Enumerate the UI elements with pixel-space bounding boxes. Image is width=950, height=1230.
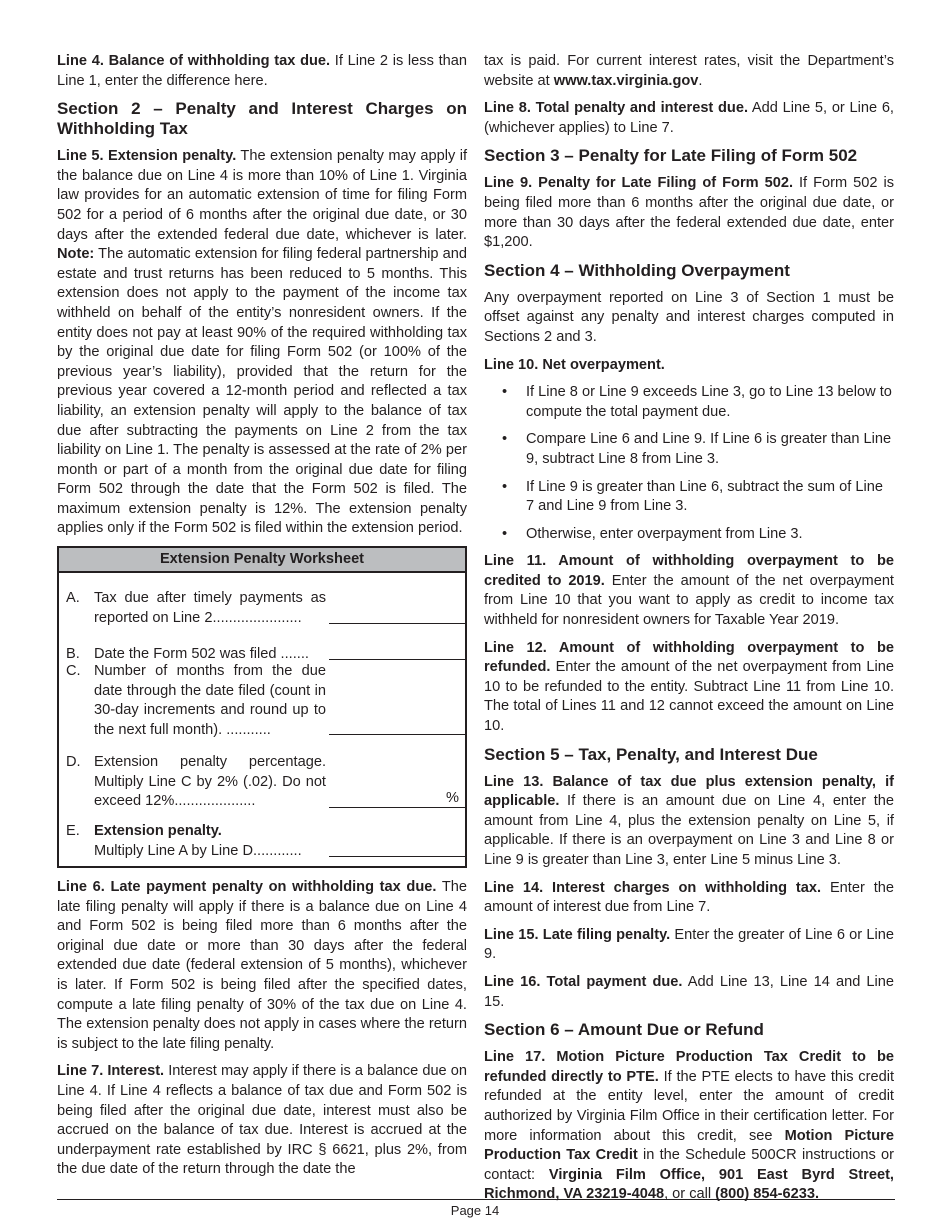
text: Section 2 – Penalty and Interest Charges on Withholding Tax [57, 99, 467, 139]
text: Section 4 – Withholding Overpayment [484, 260, 790, 280]
paragraph [484, 289, 894, 348]
text: The late filing penalty will apply if there is a balance due on Line 4 and Form 502 is being filed more than 6 months after the original due date or more than 30 days after the federal extended due date (federal extension of 5 months), whichever is later. If Form 502 is being filed after the specified dates, compute a late filing penalty of 30% of the tax due on Line 4. The extension penalty does not apply in cases where the return is subject to the late filing penalty. [57, 879, 467, 1052]
section-heading [484, 745, 894, 765]
bold-text: Line 12. Amount of withholding overpayment to be refunded. [484, 639, 894, 676]
text: Add Line 5, or Line 6, (whichever applies) to Line 7. [484, 100, 894, 136]
bullet-item: • Compare Line 6 and Line 9. If Line 6 is greater than Line 9, subtract Line 8 from Line 3. [502, 430, 894, 469]
paragraph [484, 356, 894, 376]
bold-text: Note: [57, 246, 95, 263]
bold-text: Line 11. Amount of withholding overpayment to be credited to 2019. [484, 553, 894, 589]
bold-text: Motion Picture Production Tax Credit [484, 1127, 894, 1164]
bold-text: Line 14. Interest charges on withholding tax. [484, 879, 822, 896]
worksheet-row-e [59, 822, 465, 862]
footer-divider [57, 1199, 895, 1200]
text: Enter the amount of the net overpayment from Line 10 that you want to apply as credit to income tax withheld for nonresident owners for Taxable Year 2019. [484, 572, 894, 629]
worksheet-row-d [59, 753, 465, 813]
paragraph [484, 52, 894, 91]
paragraph [484, 552, 894, 630]
text: Section 3 – Penalty for Late Filing of Form 502 [484, 146, 858, 166]
row-letter: E. [66, 823, 80, 839]
left-column-top [57, 52, 467, 547]
text: If Line 2 is less than Line 1, enter the difference here. [57, 53, 467, 89]
row-letter: C. [66, 663, 81, 679]
worksheet-row-c [59, 662, 465, 742]
paragraph [57, 1062, 467, 1180]
text: , or call [664, 1186, 716, 1203]
right-column [484, 52, 894, 1213]
bold-text: Line 16. Total payment due. [484, 973, 683, 990]
entry-line-b[interactable] [329, 659, 465, 660]
paragraph [484, 1048, 894, 1205]
paragraph [484, 926, 894, 965]
page-number: Page 14 [450, 1203, 500, 1218]
bold-text: Line 15. Late filing penalty. [484, 926, 671, 943]
text: Enter the greater of Line 6 or Line 9. [484, 926, 894, 963]
bold-text: Line 13. Balance of tax due plus extension penalty, if applicable. [484, 773, 894, 810]
text: Section 5 – Tax, Penalty, and Interest Due [484, 744, 818, 764]
paragraph [57, 52, 467, 91]
bullet-item: • If Line 8 or Line 9 exceeds Line 3, go to Line 13 below to compute the total payment due. [502, 383, 894, 422]
paragraph [57, 878, 467, 1054]
entry-line-d[interactable] [329, 807, 465, 808]
worksheet-row-a [59, 589, 465, 629]
paragraph [484, 174, 894, 252]
bold-text: Line 7. Interest. [57, 1063, 165, 1080]
text: Section 6 – Amount Due or Refund [484, 1020, 764, 1040]
text: Interest may apply if there is a balance due on Line 4. If Line 4 reflects a balance of tax due and Form 502 is being filed after the original due date, interest must also be accrued on the balance of tax due. Interest is accrued at the underpayment rate established by IRC § 6621, plus 2%, from the due date of the return through the date the [57, 1063, 467, 1178]
paragraph [484, 773, 894, 871]
left-column-bottom [57, 878, 467, 1188]
paragraph [57, 147, 467, 539]
bullet-item: • Otherwise, enter overpayment from Line 3. [502, 525, 894, 545]
text: If the PTE elects to have this credit refunded at the entity level, enter the amount of credit authorized by Virginia Film Office in their certification letter. For more information about this credit, see [484, 1068, 894, 1144]
entry-line-c[interactable] [329, 734, 465, 735]
text: tax is paid. For current interest rates, visit the Department’s website at [484, 53, 894, 89]
bold-text: Line 4. Balance of withholding tax due. [57, 53, 331, 69]
text: Add Line 13, Line 14 and Line 15. [484, 973, 894, 1010]
bold-text: Virginia Film Office, 901 East Byrd Street, Richmond, VA 23219-4048 [484, 1166, 894, 1203]
row-text: Number of months from the due date through the date filed (count in 30-day increments and round up to the next full month). ........... [94, 663, 326, 738]
row-instruction: Multiply Line A by Line D............ [94, 842, 302, 859]
row-text [94, 822, 326, 861]
bullet-list [484, 383, 894, 544]
bold-text: (800) 854-6233. [715, 1186, 820, 1203]
row-text: Extension penalty percentage. Multiply Line C by 2% (.02). Do not exceed 12%.................... [94, 754, 326, 810]
bullet-item: • If Line 9 is greater than Line 6, subtract the sum of Line 7 and Line 9 from Line 3. [502, 478, 894, 517]
bold-text: www.tax.virginia.gov [553, 72, 699, 89]
bold-text: Line 10. Net overpayment. [484, 356, 665, 373]
entry-line-a[interactable] [329, 623, 465, 624]
row-bold-label: Extension penalty. [94, 823, 222, 839]
paragraph [484, 639, 894, 737]
row-letter: D. [66, 754, 81, 770]
section-heading [484, 261, 894, 281]
section-heading [484, 1020, 894, 1040]
percent-sign: % [446, 790, 459, 806]
text: Any overpayment reported on Line 3 of Section 1 must be offset against any penalty and interest charges computed in Sections 2 and 3. [484, 289, 894, 345]
text: If Form 502 is being filed more than 6 months after the original due date, or more than 30 days after the federal extended due date, enter $1,200. [484, 175, 894, 251]
text: Enter the amount of the net overpayment from Line 10 to be refunded to the entity. Subtract Line 11 from Line 10. The total of Lines 11 and 12 cannot exceed the amount on Line 10. [484, 659, 894, 735]
text: The extension penalty may apply if the balance due on Line 4 is more than 10% of Line 1. Virginia law provides for an automatic extension of time for filing Form 502 for a period of 6 months after the original due date, or 30 days after the extended federal due date, whichever is later. [57, 148, 468, 243]
row-letter: A. [66, 590, 80, 606]
bold-text: Line 5. Extension penalty. [57, 148, 237, 165]
section-heading [484, 146, 894, 166]
section-heading [57, 99, 467, 139]
text: . [698, 72, 703, 89]
bold-text: Line 9. Penalty for Late Filing of Form 502. [484, 175, 793, 192]
bold-text: Line 17. Motion Picture Production Tax Credit to be refunded directly to PTE. [484, 1049, 894, 1085]
bold-text: Line 8. Total penalty and interest due. [484, 100, 749, 117]
text: Enter the amount of interest due from Line 7. [484, 879, 894, 916]
row-text: Date the Form 502 was filed ....... [94, 646, 309, 662]
text: in the Schedule 500CR instructions or contact: [484, 1147, 895, 1183]
entry-line-e[interactable] [329, 856, 465, 857]
worksheet-title: Extension Penalty Worksheet [59, 548, 465, 573]
text: If there is an amount due on Line 4, enter the amount from Line 4, plus the extension penalty on Line 5, if applicable. If there is an overpayment on Line 3 and Line 8 or Line 9 is greater than Line 3, enter Line 5 minus Line 3. [484, 793, 894, 868]
extension-penalty-worksheet [57, 546, 467, 868]
paragraph [484, 879, 894, 918]
paragraph [484, 973, 894, 1012]
row-letter: B. [66, 646, 80, 662]
bold-text: Line 6. Late payment penalty on withholding tax due. [57, 879, 437, 895]
row-text: Tax due after timely payments as reported on Line 2...................... [94, 590, 326, 626]
text: The automatic extension for filing federal partnership and estate and trust returns has been reduced to 5 months. This extension does not apply to the payment of the income tax withheld on behalf of the entity’s nonresident owners. If the entity does not pay at least 90% of the required withholding tax by the original due date for filing Form 502 (or 100% of the previous year’s liability), provided that the return for the previous year covered a 12-month period and reflected a tax liability, an extension penalty will apply to the balance of tax due after subtracting the payments on Line 2 from the tax liability on Line 1. The penalty is assessed at the rate of 2% per month or part of a month from the original due date for filing Form 502 through the date that the Form 502 is filed. The maximum extension penalty is 12%. The extension penalty applies only if the Form 502 is filed within the extension period. [57, 246, 467, 537]
paragraph [484, 99, 894, 138]
